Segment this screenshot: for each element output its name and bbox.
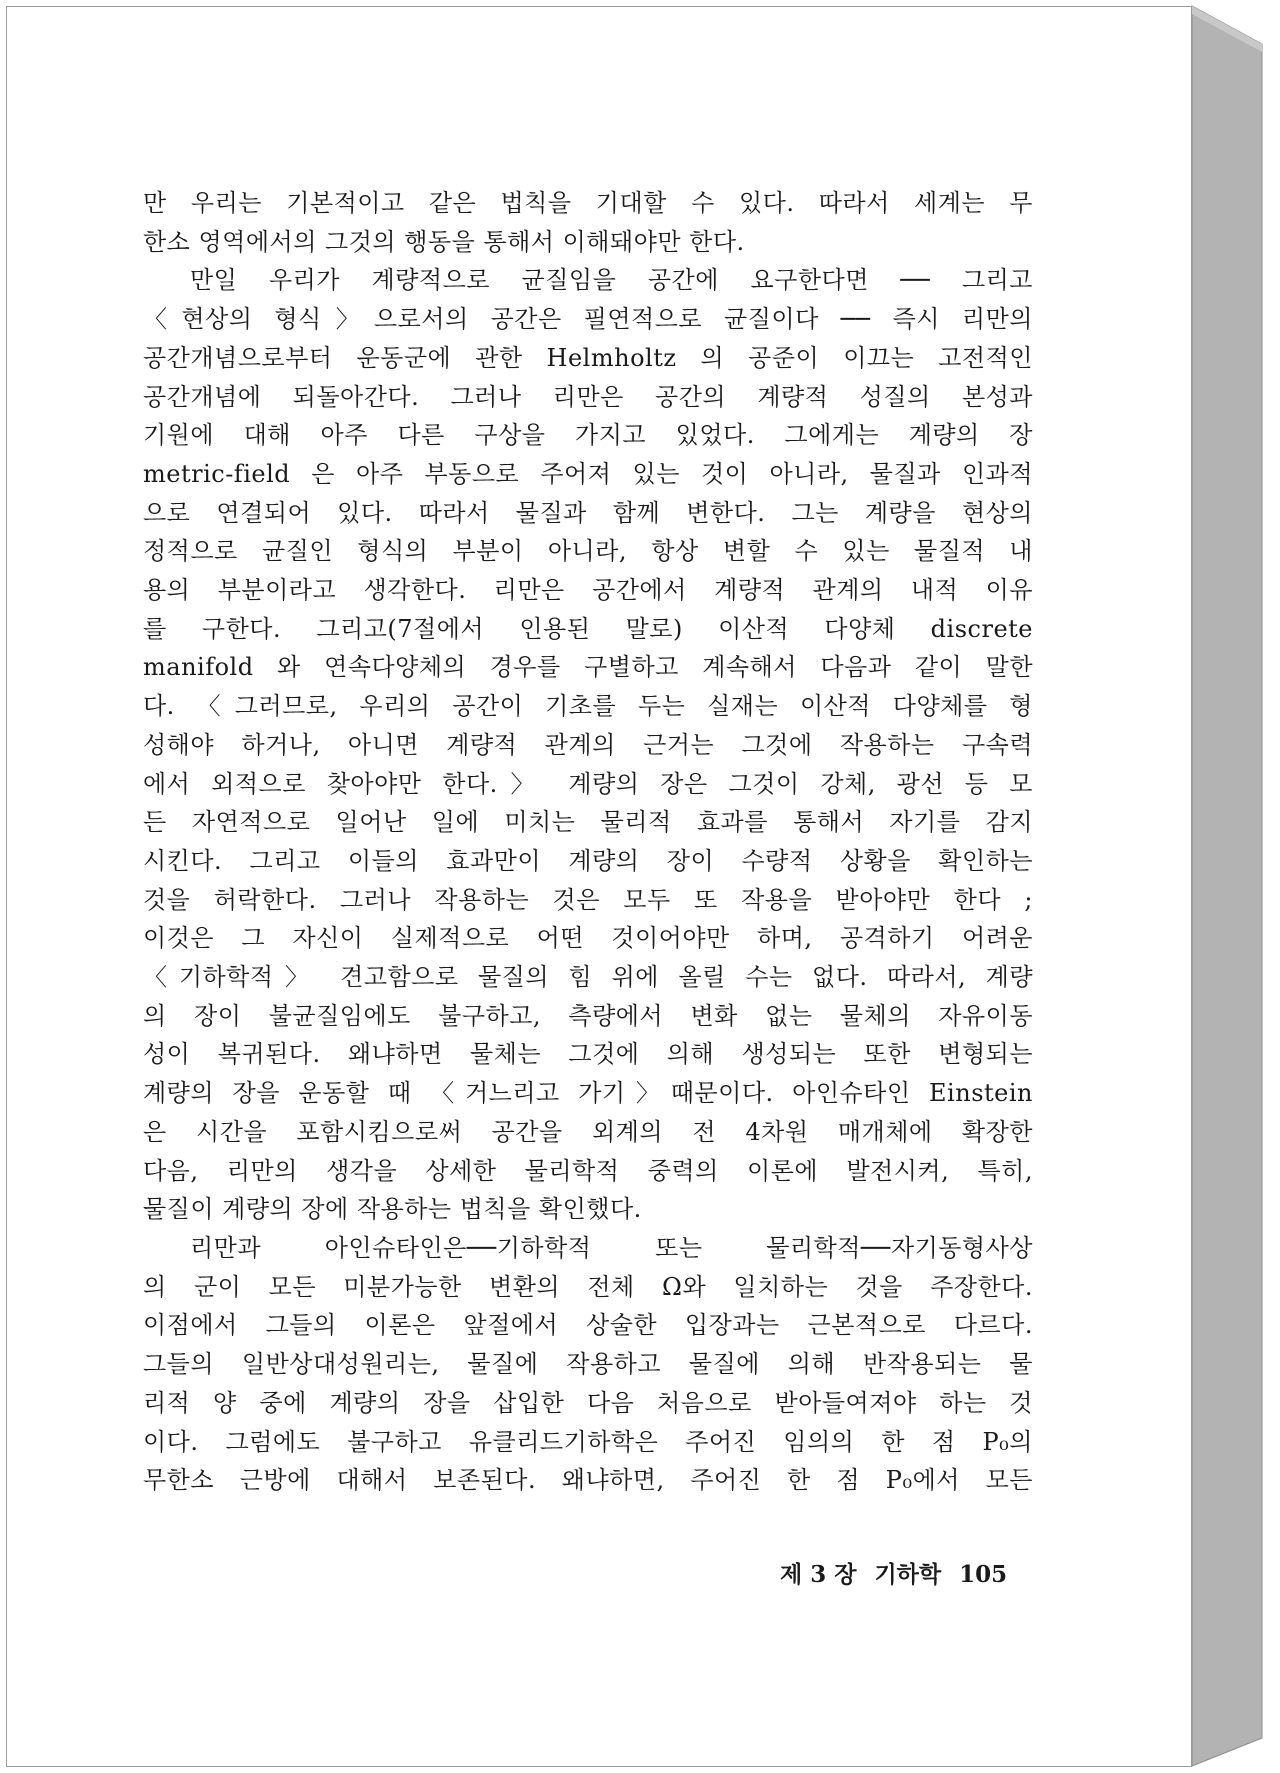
text-line: 이다. 그럼에도 불구하고 유클리드기하학은 주어진 임의의 한 점 P₀의	[143, 1427, 1033, 1456]
paragraph-3	[143, 1229, 1033, 1500]
text-line: 리만과 아인슈타인은──기하학적 또는 물리학적──자기동형사상	[190, 1233, 1033, 1262]
page-footer	[780, 1556, 1007, 1589]
text-line: 이점에서 그들의 이론은 앞절에서 상술한 입장과는 근본적으로 다르다.	[143, 1311, 1033, 1340]
text-line: 〈현상의 형식〉으로서의 공간은 필연적으로 균질이다 ── 즉시 리만의	[143, 305, 1033, 334]
chapter-label: 제 3 장	[780, 1561, 857, 1588]
page-number: 105	[959, 1561, 1008, 1588]
text-line: 한소 영역에서의 그것의 행동을 통해서 이해돼야만 한다.	[143, 227, 745, 256]
paragraph-2	[143, 261, 1033, 1229]
text-line: 의 장이 불균질임에도 불구하고, 측량에서 변화 없는 물체의 자유이동	[143, 1001, 1033, 1030]
text-line: 정적으로 균질인 형식의 부분이 아니라, 항상 변할 수 있는 물질적 내	[143, 537, 1033, 566]
text-line: 무한소 근방에 대해서 보존된다. 왜냐하면, 주어진 한 점 P₀에서 모든	[143, 1466, 1033, 1495]
text-line: 공간개념으로부터 운동군에 관한 Helmholtz 의 공준이 이끄는 고전적인	[143, 343, 1033, 372]
chapter-title: 기하학	[874, 1561, 942, 1588]
text-line: 계량의 장을 운동할 때 〈거느리고 가기〉때문이다. 아인슈타인 Einstein	[143, 1079, 1033, 1108]
text-line: 다음, 리만의 생각을 상세한 물리학적 중력의 이론에 발전시켜, 특히,	[143, 1156, 1033, 1185]
text-line: 용의 부분이라고 생각한다. 리만은 공간에서 계량적 관계의 내적 이유	[143, 576, 1033, 605]
text-line: 성해야 하거나, 아니면 계량적 관계의 근거는 그것에 작용하는 구속력	[143, 730, 1033, 759]
text-line: 의 군이 모든 미분가능한 변환의 전체 Ω와 일치하는 것을 주장한다.	[143, 1272, 1033, 1301]
text-line: 에서 외적으로 찾아야만 한다.〉 계량의 장은 그것이 강체, 광선 등 모	[143, 769, 1033, 798]
text-line: 만일 우리가 계량적으로 균질임을 공간에 요구한다면 ── 그리고	[190, 266, 1033, 295]
text-line: 물질이 계량의 장에 작용하는 법칙을 확인했다.	[143, 1195, 642, 1224]
text-line: 성이 복귀된다. 왜냐하면 물체는 그것에 의해 생성되는 또한 변형되는	[143, 1040, 1033, 1069]
text-line: 만 우리는 기본적이고 같은 법칙을 기대할 수 있다. 따라서 세계는 무	[143, 189, 1033, 217]
paragraph-1	[143, 184, 1033, 261]
text-line: 다. 〈그러므로, 우리의 공간이 기초를 두는 실재는 이산적 다양체를 형	[143, 692, 1033, 721]
text-line: 으로 연결되어 있다. 따라서 물질과 함께 변한다. 그는 계량을 현상의	[143, 498, 1033, 527]
text-line: 기원에 대해 아주 다른 구상을 가지고 있었다. 그에게는 계량의 장	[143, 421, 1033, 450]
body-text	[143, 184, 1033, 1500]
text-line: 시킨다. 그리고 이들의 효과만이 계량의 장이 수량적 상황을 확인하는	[143, 846, 1033, 875]
text-line: 이것은 그 자신이 실제적으로 어떤 것이어야만 하며, 공격하기 어려운	[143, 924, 1033, 953]
text-line: 를 구한다. 그리고(7절에서 인용된 말로) 이산적 다양체 discrete	[143, 614, 1033, 643]
text-line: manifold 와 연속다양체의 경우를 구별하고 계속해서 다음과 같이 말한	[143, 653, 1033, 682]
text-line: 그들의 일반상대성원리는, 물질에 작용하고 물질에 의해 반작용되는 물	[143, 1350, 1033, 1379]
text-line: 〈기하학적〉 견고함으로 물질의 힘 위에 올릴 수는 없다. 따라서, 계량	[143, 963, 1033, 992]
text-line: 은 시간을 포함시킴으로써 공간을 외계의 전 4차원 매개체에 확장한	[143, 1117, 1033, 1146]
text-line: 리적 양 중에 계량의 장을 삽입한 다음 처음으로 받아들여져야 하는 것	[143, 1388, 1033, 1417]
text-line: 것을 허락한다. 그러나 작용하는 것은 모두 또 작용을 받아야만 한다 ;	[143, 885, 1033, 914]
text-line: 공간개념에 되돌아간다. 그러나 리만은 공간의 계량적 성질의 본성과	[143, 382, 1033, 411]
text-line: 든 자연적으로 일어난 일에 미치는 물리적 효과를 통해서 자기를 감지	[143, 808, 1033, 837]
text-line: metric-field 은 아주 부동으로 주어져 있는 것이 아니라, 물질과 인과적	[143, 459, 1033, 488]
